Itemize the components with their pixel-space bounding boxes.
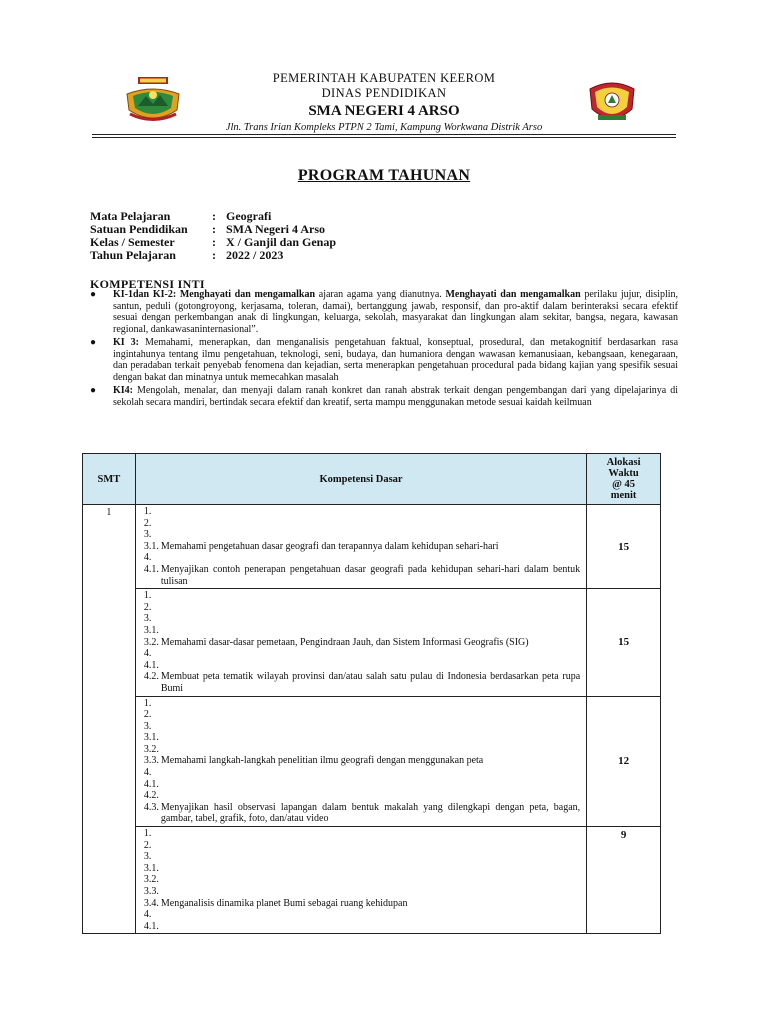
table-row bbox=[83, 827, 661, 934]
identity-value: SMA Negeri 4 Arso bbox=[226, 222, 325, 236]
kd-text: Menganalisis dinamika planet Bumi sebagai ruang kehidupan bbox=[160, 897, 408, 909]
identity-sep: : bbox=[212, 209, 216, 223]
kd-text: Membuat peta tematik wilayah provinsi dan/atau salah satu pulau di Indonesia berdasarkan peta rupa Bumi bbox=[160, 671, 581, 694]
document-title: PROGRAM TAHUNAN bbox=[297, 167, 471, 184]
header-alokasi-line: menit bbox=[610, 490, 637, 501]
table-row bbox=[83, 505, 661, 589]
kd-line bbox=[144, 721, 580, 733]
kd-line bbox=[144, 863, 580, 875]
kd-number: 3.1. bbox=[143, 732, 159, 744]
kd-text bbox=[161, 602, 580, 614]
kd-text bbox=[161, 874, 580, 886]
kd-text: Menyajikan contoh penerapan pengetahuan dasar geografi pada kehidupan sehari-hari dalam bentuk tulisan bbox=[160, 563, 581, 587]
kompetensi-dasar-cell bbox=[135, 696, 586, 827]
kd-line bbox=[144, 552, 580, 564]
bullet-icon: ● bbox=[90, 289, 97, 300]
kd-line bbox=[144, 779, 580, 791]
kd-number: 2. bbox=[143, 601, 152, 613]
school-address: Jln. Trans Irian Kompleks PTPN 2 Tami, Kampung Workwana Distrik Arso bbox=[225, 122, 543, 133]
kd-text bbox=[161, 921, 580, 933]
kd-line bbox=[144, 648, 580, 660]
kd-text bbox=[161, 648, 580, 660]
kd-line bbox=[144, 767, 580, 779]
kd-number: 4.1. bbox=[143, 563, 159, 575]
kd-number: 3.1. bbox=[143, 862, 159, 874]
kd-number: 3.2. bbox=[143, 874, 159, 886]
kd-line bbox=[144, 637, 580, 649]
school-name: SMA NEGERI 4 ARSO bbox=[308, 103, 460, 119]
kd-number: 3. bbox=[143, 529, 152, 541]
header-alokasi-line: Waktu bbox=[608, 468, 639, 479]
table-row bbox=[83, 589, 661, 696]
kompetensi-inti-list bbox=[90, 289, 678, 410]
ki-emphasis: Menghayati dan mengamalkan bbox=[445, 289, 581, 300]
kd-number: 3. bbox=[143, 720, 152, 732]
kd-text: Memahami langkah-langkah penelitian ilmu geografi dengan menggunakan peta bbox=[160, 755, 484, 767]
kompetensi-dasar-cell bbox=[135, 505, 586, 589]
kd-line bbox=[144, 874, 580, 886]
kd-text bbox=[161, 613, 580, 625]
kd-line bbox=[144, 755, 580, 767]
kd-line bbox=[144, 709, 580, 721]
kd-number: 4.1. bbox=[143, 778, 159, 790]
kd-text bbox=[161, 909, 580, 921]
kd-line bbox=[144, 625, 580, 637]
kd-line bbox=[144, 660, 580, 672]
kd-number: 4.1. bbox=[143, 659, 159, 671]
identity-sep: : bbox=[212, 235, 216, 249]
kd-line bbox=[144, 828, 580, 840]
kd-number: 1. bbox=[143, 828, 152, 840]
kd-number: 2. bbox=[143, 839, 152, 851]
kd-number: 3.2. bbox=[143, 743, 159, 755]
ki-item-4 bbox=[90, 385, 678, 408]
kd-number: 4.2. bbox=[143, 671, 159, 683]
ki-text: ajaran agama yang dianutnya. bbox=[315, 289, 446, 300]
kd-text bbox=[161, 886, 580, 898]
bullet-icon: ● bbox=[90, 337, 97, 348]
letterhead bbox=[0, 70, 768, 135]
alokasi-waktu-cell: 15 bbox=[587, 589, 661, 696]
kd-line bbox=[144, 921, 580, 933]
kd-line bbox=[144, 602, 580, 614]
ki-label: KI4: bbox=[113, 385, 133, 396]
kd-number: 2. bbox=[143, 709, 152, 721]
kd-line bbox=[144, 886, 580, 898]
kd-line bbox=[144, 909, 580, 921]
identity-sep: : bbox=[212, 248, 216, 262]
kd-line bbox=[144, 790, 580, 802]
identity-sep: : bbox=[212, 222, 216, 236]
kd-number: 1. bbox=[143, 506, 152, 517]
letterhead-divider bbox=[92, 134, 676, 135]
kd-number: 3. bbox=[143, 851, 152, 863]
government-name: PEMERINTAH KABUPATEN KEEROM bbox=[272, 71, 496, 85]
kd-line bbox=[144, 840, 580, 852]
ki-text: Memahami, menerapkan, dan menganalisis pengetahuan faktual, konseptual, prosedural, dan metakognitif berdasarkan rasa ingintahunya tentang ilmu pengetahuan, teknologi, seni, budaya, dan humaniora dengan wawasan kemanusiaan, kebangsaan, kenegaraan, dan peradaban terkait penyebab fenomena dan kejadian, serta menerapkan pengetahuan procedural pada bidang kajian yang spesifik sesuai dengan bakat dan minatnya untuk memecahkan masalah bbox=[113, 337, 679, 383]
header-kompetensi-dasar: Kompetensi Dasar bbox=[135, 454, 586, 505]
kompetensi-dasar-cell bbox=[135, 589, 586, 696]
kd-text: Memahami pengetahuan dasar geografi dan terapannya dalam kehidupan sehari-hari bbox=[160, 540, 499, 552]
identity-block bbox=[90, 210, 336, 262]
alokasi-waktu-cell: 9 bbox=[587, 827, 661, 934]
kd-line bbox=[144, 590, 580, 602]
kd-number: 2. bbox=[143, 517, 152, 529]
header-smt: SMT bbox=[83, 454, 136, 505]
kd-text bbox=[161, 529, 580, 541]
ki-emphasis: Menghayati dan mengamalkan bbox=[179, 289, 316, 300]
kd-text bbox=[161, 506, 580, 518]
kd-line bbox=[144, 698, 580, 710]
identity-value: Geografi bbox=[226, 209, 272, 223]
ki-item-3 bbox=[90, 337, 678, 383]
kd-line bbox=[144, 898, 580, 910]
kd-number: 4.2. bbox=[143, 790, 159, 802]
table-header-row bbox=[83, 454, 661, 505]
kd-text bbox=[161, 767, 580, 779]
kd-line bbox=[144, 541, 580, 553]
kd-number: 3.1. bbox=[143, 624, 159, 636]
kd-number: 3.2. bbox=[143, 636, 159, 648]
identity-key: Satuan Pendidikan bbox=[90, 222, 188, 236]
identity-row bbox=[90, 249, 336, 262]
ki-label: KI-1dan KI-2: bbox=[113, 289, 177, 300]
kd-text: Memahami dasar-dasar pemetaan, Pengindraan Jauh, dan Sistem Informasi Geografis (SIG) bbox=[160, 636, 529, 648]
identity-key: Mata Pelajaran bbox=[90, 209, 171, 223]
kd-number: 4. bbox=[143, 909, 152, 921]
kd-line bbox=[144, 671, 580, 694]
identity-value: X / Ganjil dan Genap bbox=[226, 235, 337, 249]
kompetensi-inti-heading: KOMPETENSI INTI bbox=[90, 277, 205, 291]
kd-text bbox=[161, 790, 580, 802]
ki-text: Mengolah, menalar, dan menyaji dalam ranah konkret dan ranah abstrak terkait dengan pengembangan dari yang dipelajarinya di sekolah secara mandiri, bertindak secara efektif dan kreatif, serta mampu menggunakan metode sesuai kaidah keilmuan bbox=[113, 385, 678, 408]
kd-line bbox=[144, 518, 580, 530]
kd-number: 1. bbox=[143, 590, 152, 602]
bullet-icon: ● bbox=[90, 385, 97, 396]
kd-line bbox=[144, 851, 580, 863]
kd-text bbox=[161, 840, 580, 852]
kompetensi-dasar-cell bbox=[135, 827, 586, 934]
kd-number: 3.4. bbox=[143, 897, 159, 909]
kd-number: 3.3. bbox=[143, 755, 159, 767]
letterhead-divider-thin bbox=[92, 137, 676, 138]
kd-number: 4. bbox=[143, 648, 152, 660]
kd-text bbox=[161, 518, 580, 530]
table-row bbox=[83, 696, 661, 827]
semester-cell: 1 bbox=[83, 505, 136, 934]
kd-number: 1. bbox=[143, 697, 152, 709]
identity-key: Tahun Pelajaran bbox=[90, 248, 176, 262]
identity-key: Kelas / Semester bbox=[90, 235, 175, 249]
kd-text bbox=[161, 851, 580, 863]
kd-line bbox=[144, 744, 580, 756]
kd-text bbox=[161, 590, 580, 602]
header-alokasi-waktu bbox=[587, 454, 661, 505]
kd-number: 3.3. bbox=[143, 886, 159, 897]
kd-line bbox=[144, 613, 580, 625]
header-alokasi-line: @ 45 bbox=[612, 479, 636, 490]
kd-text: Menyajikan hasil observasi lapangan dalam bentuk makalah yang dilengkapi dengan peta, bagan, gambar, tabel, grafik, foto, dan/atau video bbox=[160, 801, 581, 825]
kd-text bbox=[161, 552, 580, 564]
kd-number: 4. bbox=[143, 767, 152, 779]
kd-line bbox=[144, 802, 580, 825]
header-alokasi-line: Alokasi bbox=[606, 457, 641, 468]
alokasi-waktu-cell: 12 bbox=[587, 696, 661, 827]
ki-text: perilaku jujur, disiplin, santun, peduli (gotongroyong, kerjasama, toleran, damai), bertanggung jawab, responsif, dan pro-aktif dalam berinteraksi secara efektif sesuai dengan perkembangan anak di lingkungan, keluarga, sekolah, masyarakat dan lingkungan alam sekitar, bangsa, negara, kawasan regional, dankawasaninternasional”. bbox=[113, 289, 679, 335]
kd-text bbox=[161, 698, 580, 710]
kd-number: 3. bbox=[143, 613, 152, 625]
kd-text bbox=[161, 779, 580, 791]
kd-number: 3.1. bbox=[143, 540, 159, 552]
kd-text bbox=[161, 732, 580, 744]
department-name: DINAS PENDIDIKAN bbox=[321, 86, 447, 100]
kd-line bbox=[144, 529, 580, 541]
kd-text bbox=[161, 863, 580, 875]
ki-label: KI 3: bbox=[113, 337, 139, 348]
kd-text bbox=[161, 721, 580, 733]
kd-text bbox=[161, 709, 580, 721]
ki-item-1-2 bbox=[90, 289, 678, 335]
kd-number: 4. bbox=[143, 552, 152, 564]
kd-text bbox=[161, 660, 580, 672]
kd-line bbox=[144, 732, 580, 744]
kd-number: 4.1. bbox=[143, 920, 159, 932]
identity-value: 2022 / 2023 bbox=[226, 248, 284, 262]
kompetensi-dasar-table bbox=[82, 453, 661, 934]
kd-text bbox=[161, 828, 580, 840]
kd-line bbox=[144, 564, 580, 587]
kd-line bbox=[144, 506, 580, 518]
kd-number: 4.3. bbox=[143, 801, 159, 813]
table-body bbox=[83, 505, 661, 934]
alokasi-waktu-cell: 15 bbox=[587, 505, 661, 589]
kd-text bbox=[161, 744, 580, 756]
kd-text bbox=[161, 625, 580, 637]
